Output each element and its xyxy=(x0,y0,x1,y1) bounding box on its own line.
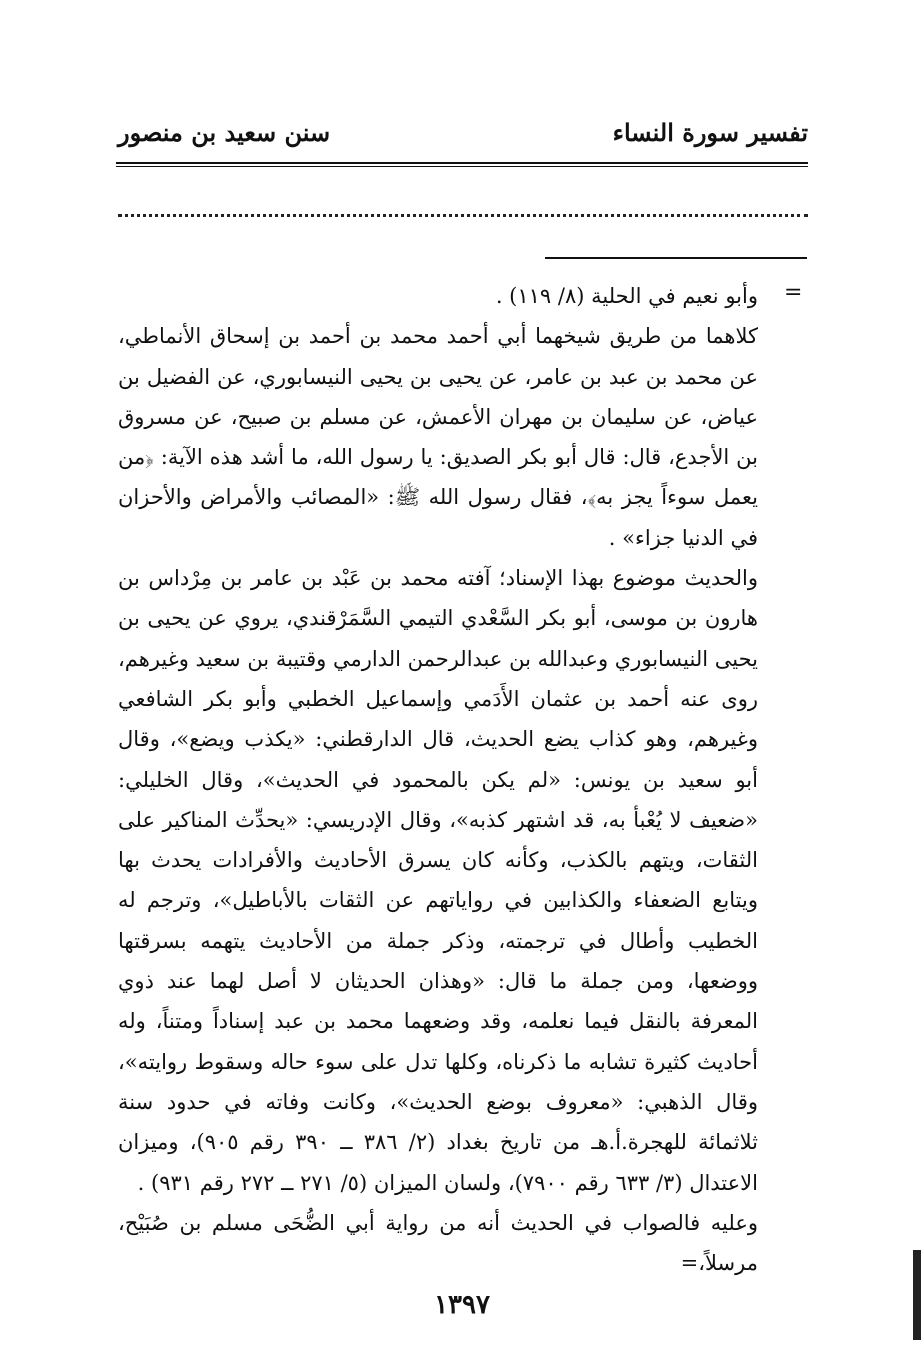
dotted-separator xyxy=(118,214,808,217)
header-book-title: سنن سعيد بن منصور xyxy=(118,118,331,147)
footnote-body xyxy=(118,276,758,1283)
continuation-marker: = xyxy=(784,280,803,305)
paragraph: والحديث موضوع بهذا الإسناد؛ آفته محمد بن عَبْد بن عامر بن مِرْداس بن هارون بن موسى، أبو بكر السَّعْدي التيمي السَّمَرْقندي، يروي عن يحيى بن يحيى النيسابوري وعبدالله بن عبدالرحمن الدارمي وقتيبة بن سعيد وغيرهم، روى عنه أحمد بن عثمان الأَدَمي وإسماعيل الخطبي وأبو بكر الشافعي وغيرهم، وهو كذاب يضع الحديث، قال الدارقطني: «يكذب ويضع»، وقال أبو سعيد بن يونس: «لم يكن بالمحمود في الحديث»، وقال الخليلي: «ضعيف لا يُعْبأ به، قد اشتهر كذبه»، وقال الإدريسي: «يحدِّث المناكير على الثقات، ويتهم بالكذب، وكأنه كان يسرق الأحاديث والأفرادات يحدث بها ويتابع الضعفاء والكذابين في رواياتهم عن الثقات بالأباطيل»، وترجم له الخطيب وأطال في ترجمته، وذكر جملة من الأحاديث يتهمه بسرقتها ووضعها، ومن جملة ما قال: «وهذان الحديثان لا أصل لهما عند ذوي المعرفة بالنقل فيما نعلمه، وقد وضعهما محمد بن عبد إسناداً ومتناً، وله أحاديث كثيرة تشابه ما ذكرناه، وكلها تدل على سوء حاله وسقوط روايته»، وقال الذهبي: «معروف بوضع الحديث»، وكانت وفاته في حدود سنة ثلاثمائة للهجرة.أ.هـ من تاريخ بغداد (٢/ ٣٨٦ ــ ٣٩٠ رقم ٩٠٥)، وميزان الاعتدال (٣/ ٦٣٣ رقم ٧٩٠٠)، ولسان الميزان (٥/ ٢٧١ ــ ٢٧٢ رقم ٩٣١) . xyxy=(118,566,759,1195)
header-divider xyxy=(116,162,808,167)
footnote-separator xyxy=(545,257,807,259)
running-header xyxy=(118,108,808,148)
page-number: ١٣٩٧ xyxy=(434,1290,490,1320)
scan-edge-mark xyxy=(913,1250,921,1340)
header-surah-title: تفسير سورة النساء xyxy=(612,118,808,147)
paragraph: وعليه فالصواب في الحديث أنه من رواية أبي الضُّحَى مسلم بن صُبَيْح، مرسلاً،= xyxy=(118,1210,758,1276)
paragraph: كلاهما من طريق شيخهما أبي أحمد محمد بن أحمد بن إسحاق الأنماطي، عن محمد بن عبد بن عامر، عن يحيى بن يحيى النيسابوري، عن الفضيل بن عياض، عن سليمان بن مهران الأعمش، عن مسلم بن صبيح، عن مسروق بن الأجدع، قال: قال أبو بكر الصديق: يا رسول الله، ما أشد هذه الآية: ﴿من يعمل سوءاً يجز به﴾، فقال رسول الله ﷺ: «المصائب والأمراض والأحزان في الدنيا جزاء» . xyxy=(118,324,758,550)
paragraph: وأبو نعيم في الحلية (٨/ ١١٩) . xyxy=(495,284,758,308)
